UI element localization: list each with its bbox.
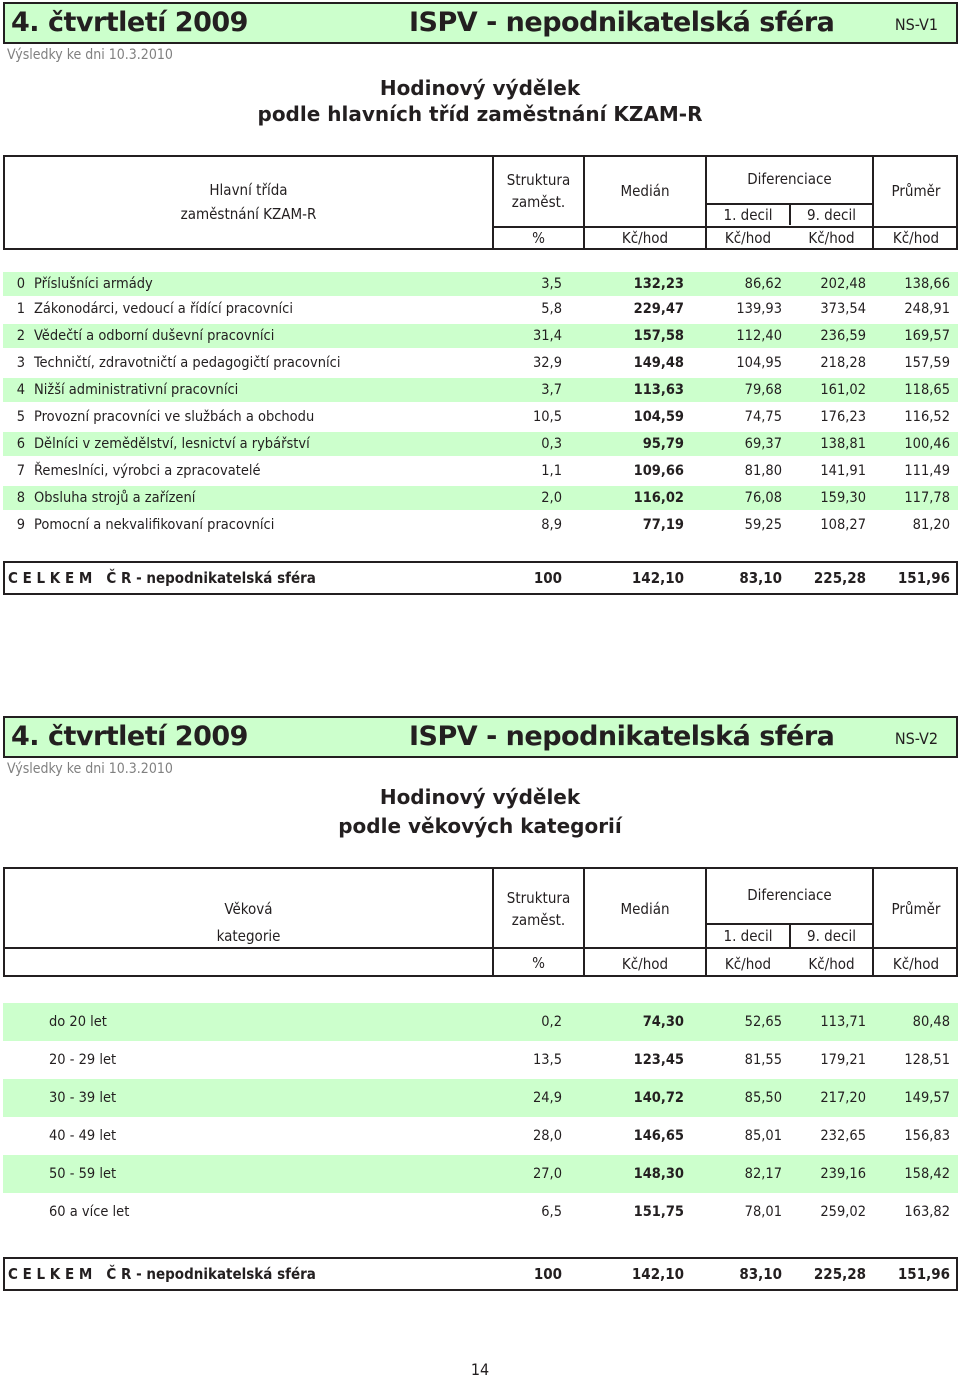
row-number: 2 bbox=[16, 328, 25, 344]
structure-value: 10,5 bbox=[532, 409, 562, 425]
total-median: 142,10 bbox=[631, 569, 684, 587]
total-row bbox=[3, 1257, 958, 1291]
total-decile1: 83,10 bbox=[739, 569, 782, 587]
median-value: 74,30 bbox=[642, 1014, 684, 1030]
table-code: NS-V1 bbox=[894, 15, 938, 34]
structure-value: 6,5 bbox=[541, 1204, 562, 1220]
decile1-value: 139,93 bbox=[736, 301, 782, 317]
structure-value: 32,9 bbox=[532, 355, 562, 371]
mean-value: 156,83 bbox=[904, 1128, 950, 1144]
table-row bbox=[3, 1193, 958, 1231]
row-label: Provozní pracovníci ve službách a obchodu bbox=[34, 409, 315, 425]
results-date: Výsledky ke dni 10.3.2010 bbox=[7, 47, 173, 63]
median-value: 104,59 bbox=[633, 409, 684, 425]
table-row bbox=[3, 513, 958, 537]
table-row bbox=[3, 405, 958, 429]
decile9-header: 9. decil bbox=[807, 927, 856, 945]
decile1-value: 78,01 bbox=[744, 1204, 782, 1220]
mean-value: 80,48 bbox=[912, 1014, 950, 1030]
structure-value: 5,8 bbox=[541, 301, 562, 317]
decile9-value: 108,27 bbox=[820, 517, 866, 533]
mean-value: 138,66 bbox=[904, 276, 950, 292]
total-mean: 151,96 bbox=[897, 569, 950, 587]
section-banner bbox=[3, 716, 958, 758]
row-number: 8 bbox=[16, 490, 25, 506]
structure-value: 27,0 bbox=[532, 1166, 562, 1182]
table-code: NS-V2 bbox=[894, 729, 938, 748]
table-row bbox=[3, 351, 958, 375]
table-title-line2: podle hlavních tříd zaměstnání KZAM-R bbox=[257, 102, 703, 126]
category-header-line2: zaměstnání KZAM-R bbox=[180, 205, 317, 223]
decile9-value: 239,16 bbox=[820, 1166, 866, 1182]
median-value: 146,65 bbox=[633, 1128, 684, 1144]
row-number: 4 bbox=[16, 382, 25, 398]
total-decile9: 225,28 bbox=[813, 569, 866, 587]
structure-value: 0,2 bbox=[541, 1014, 562, 1030]
category-header-line2: kategorie bbox=[216, 927, 281, 945]
differentiation-header: Diferenciace bbox=[747, 170, 832, 188]
decile1-value: 112,40 bbox=[736, 328, 782, 344]
mean-header: Průměr bbox=[891, 900, 941, 918]
table-row bbox=[3, 1003, 958, 1041]
structure-value: 0,3 bbox=[541, 436, 562, 452]
structure-header-line1: Struktura bbox=[506, 171, 571, 189]
unit-decile9: Kč/hod bbox=[808, 955, 855, 973]
structure-header-line2: zaměst. bbox=[511, 911, 566, 929]
structure-value: 24,9 bbox=[532, 1090, 562, 1106]
decile1-value: 85,01 bbox=[744, 1128, 782, 1144]
decile9-value: 161,02 bbox=[820, 382, 866, 398]
total-row bbox=[3, 561, 958, 595]
category-header-line1: Hlavní třída bbox=[209, 181, 288, 199]
mean-value: 111,49 bbox=[904, 463, 950, 479]
mean-value: 118,65 bbox=[904, 382, 950, 398]
decile1-value: 59,25 bbox=[744, 517, 782, 533]
structure-value: 1,1 bbox=[541, 463, 562, 479]
median-value: 149,48 bbox=[633, 355, 684, 371]
quarter-label: 4. čtvrtletí 2009 bbox=[11, 7, 248, 38]
mean-value: 158,42 bbox=[904, 1166, 950, 1182]
decile1-header: 1. decil bbox=[723, 927, 773, 945]
decile9-value: 217,20 bbox=[820, 1090, 866, 1106]
decile1-value: 81,80 bbox=[744, 463, 782, 479]
table-row bbox=[3, 1041, 958, 1079]
decile1-value: 52,65 bbox=[744, 1014, 782, 1030]
table-title-line1: Hodinový výdělek bbox=[379, 76, 581, 100]
decile1-value: 104,95 bbox=[736, 355, 782, 371]
median-value: 116,02 bbox=[633, 490, 684, 506]
mean-value: 157,59 bbox=[904, 355, 950, 371]
row-label: 50 - 59 let bbox=[49, 1166, 117, 1182]
row-number: 1 bbox=[16, 301, 25, 317]
row-number: 7 bbox=[16, 463, 25, 479]
median-value: 229,47 bbox=[633, 301, 684, 317]
decile9-value: 202,48 bbox=[820, 276, 866, 292]
decile1-header: 1. decil bbox=[723, 206, 773, 224]
table-header bbox=[3, 155, 958, 250]
row-number: 9 bbox=[16, 517, 25, 533]
total-structure: 100 bbox=[533, 1265, 562, 1283]
table-row bbox=[3, 1155, 958, 1193]
mean-value: 81,20 bbox=[912, 517, 950, 533]
row-label: Pomocní a nekvalifikovaní pracovníci bbox=[34, 517, 275, 533]
table-title-line1: Hodinový výdělek bbox=[379, 785, 581, 809]
total-structure: 100 bbox=[533, 569, 562, 587]
decile1-value: 76,08 bbox=[744, 490, 782, 506]
table-title-line2: podle věkových kategorií bbox=[338, 814, 622, 838]
decile1-value: 86,62 bbox=[744, 276, 782, 292]
total-label: C E L K E M Č R - nepodnikatelská sféra bbox=[8, 569, 316, 587]
row-label: Vědečtí a odborní duševní pracovníci bbox=[34, 328, 275, 344]
decile9-value: 179,21 bbox=[820, 1052, 866, 1068]
page-number: 14 bbox=[470, 1360, 490, 1378]
section-banner bbox=[3, 2, 958, 44]
decile9-value: 138,81 bbox=[820, 436, 866, 452]
unit-decile1: Kč/hod bbox=[724, 229, 772, 247]
table-row bbox=[3, 378, 958, 402]
median-value: 140,72 bbox=[633, 1090, 684, 1106]
unit-decile9: Kč/hod bbox=[808, 229, 855, 247]
decile9-value: 159,30 bbox=[820, 490, 866, 506]
decile1-value: 74,75 bbox=[744, 409, 782, 425]
category-header-line1: Věková bbox=[224, 900, 273, 918]
table-header bbox=[3, 867, 958, 977]
row-label: Dělníci v zemědělství, lesnictví a rybářství bbox=[34, 436, 310, 452]
mean-value: 163,82 bbox=[904, 1204, 950, 1220]
structure-value: 8,9 bbox=[541, 517, 562, 533]
row-number: 5 bbox=[16, 409, 25, 425]
table-row bbox=[3, 1079, 958, 1117]
median-header: Medián bbox=[620, 182, 670, 200]
row-number: 3 bbox=[16, 355, 25, 371]
total-label: C E L K E M Č R - nepodnikatelská sféra bbox=[8, 1265, 316, 1283]
row-label: 20 - 29 let bbox=[49, 1052, 117, 1068]
row-label: 40 - 49 let bbox=[49, 1128, 117, 1144]
mean-value: 100,46 bbox=[904, 436, 950, 452]
mean-value: 117,78 bbox=[904, 490, 950, 506]
row-number: 6 bbox=[16, 436, 25, 452]
decile9-header: 9. decil bbox=[807, 206, 856, 224]
table-row bbox=[3, 272, 958, 296]
median-value: 157,58 bbox=[633, 328, 684, 344]
total-median: 142,10 bbox=[631, 1265, 684, 1283]
table-row bbox=[3, 432, 958, 456]
median-value: 77,19 bbox=[642, 517, 684, 533]
structure-value: 31,4 bbox=[532, 328, 562, 344]
structure-value: 3,7 bbox=[541, 382, 562, 398]
row-label: Obsluha strojů a zařízení bbox=[34, 490, 196, 506]
differentiation-header: Diferenciace bbox=[747, 886, 832, 904]
decile1-value: 81,55 bbox=[744, 1052, 782, 1068]
row-label: Techničtí, zdravotničtí a pedagogičtí pracovníci bbox=[34, 355, 341, 371]
decile9-value: 259,02 bbox=[820, 1204, 866, 1220]
mean-header: Průměr bbox=[891, 182, 941, 200]
decile9-value: 232,65 bbox=[820, 1128, 866, 1144]
sphere-label: ISPV - nepodnikatelská sféra bbox=[409, 721, 835, 752]
mean-value: 128,51 bbox=[904, 1052, 950, 1068]
unit-decile1: Kč/hod bbox=[724, 955, 772, 973]
decile1-value: 69,37 bbox=[744, 436, 782, 452]
mean-value: 169,57 bbox=[904, 328, 950, 344]
table-row bbox=[3, 459, 958, 483]
structure-header-line1: Struktura bbox=[506, 889, 571, 907]
total-mean: 151,96 bbox=[897, 1265, 950, 1283]
median-header: Medián bbox=[620, 900, 670, 918]
unit-median: Kč/hod bbox=[621, 229, 669, 247]
mean-value: 149,57 bbox=[904, 1090, 950, 1106]
row-label: do 20 let bbox=[49, 1014, 107, 1030]
unit-pct: % bbox=[532, 229, 545, 247]
row-label: Příslušníci armády bbox=[34, 276, 153, 292]
table-row bbox=[3, 1117, 958, 1155]
structure-value: 2,0 bbox=[541, 490, 562, 506]
median-value: 148,30 bbox=[633, 1166, 684, 1182]
median-value: 113,63 bbox=[633, 382, 684, 398]
table-row bbox=[3, 297, 958, 321]
row-number: 0 bbox=[16, 276, 25, 292]
decile9-value: 236,59 bbox=[820, 328, 866, 344]
decile9-value: 113,71 bbox=[820, 1014, 866, 1030]
median-value: 132,23 bbox=[633, 276, 684, 292]
structure-value: 13,5 bbox=[532, 1052, 562, 1068]
results-date: Výsledky ke dni 10.3.2010 bbox=[7, 761, 173, 777]
mean-value: 116,52 bbox=[904, 409, 950, 425]
total-decile9: 225,28 bbox=[813, 1265, 866, 1283]
row-label: Nižší administrativní pracovníci bbox=[34, 382, 239, 398]
table-row bbox=[3, 486, 958, 510]
unit-mean: Kč/hod bbox=[892, 229, 940, 247]
total-decile1: 83,10 bbox=[739, 1265, 782, 1283]
row-label: 30 - 39 let bbox=[49, 1090, 117, 1106]
decile9-value: 218,28 bbox=[820, 355, 866, 371]
unit-median: Kč/hod bbox=[621, 955, 669, 973]
structure-value: 28,0 bbox=[532, 1128, 562, 1144]
row-label: Řemeslníci, výrobci a zpracovatelé bbox=[34, 463, 261, 479]
table-row bbox=[3, 324, 958, 348]
median-value: 151,75 bbox=[633, 1204, 684, 1220]
quarter-label: 4. čtvrtletí 2009 bbox=[11, 721, 248, 752]
structure-header-line2: zaměst. bbox=[511, 193, 566, 211]
unit-mean: Kč/hod bbox=[892, 955, 940, 973]
structure-value: 3,5 bbox=[541, 276, 562, 292]
decile9-value: 176,23 bbox=[820, 409, 866, 425]
decile9-value: 373,54 bbox=[820, 301, 866, 317]
row-label: 60 a více let bbox=[49, 1204, 130, 1220]
mean-value: 248,91 bbox=[904, 301, 950, 317]
row-label: Zákonodárci, vedoucí a řídící pracovníci bbox=[34, 301, 293, 317]
median-value: 123,45 bbox=[633, 1052, 684, 1068]
decile9-value: 141,91 bbox=[820, 463, 866, 479]
median-value: 95,79 bbox=[642, 436, 684, 452]
sphere-label: ISPV - nepodnikatelská sféra bbox=[409, 7, 835, 38]
unit-pct: % bbox=[532, 954, 545, 972]
decile1-value: 79,68 bbox=[744, 382, 782, 398]
decile1-value: 82,17 bbox=[744, 1166, 782, 1182]
decile1-value: 85,50 bbox=[744, 1090, 782, 1106]
median-value: 109,66 bbox=[633, 463, 684, 479]
